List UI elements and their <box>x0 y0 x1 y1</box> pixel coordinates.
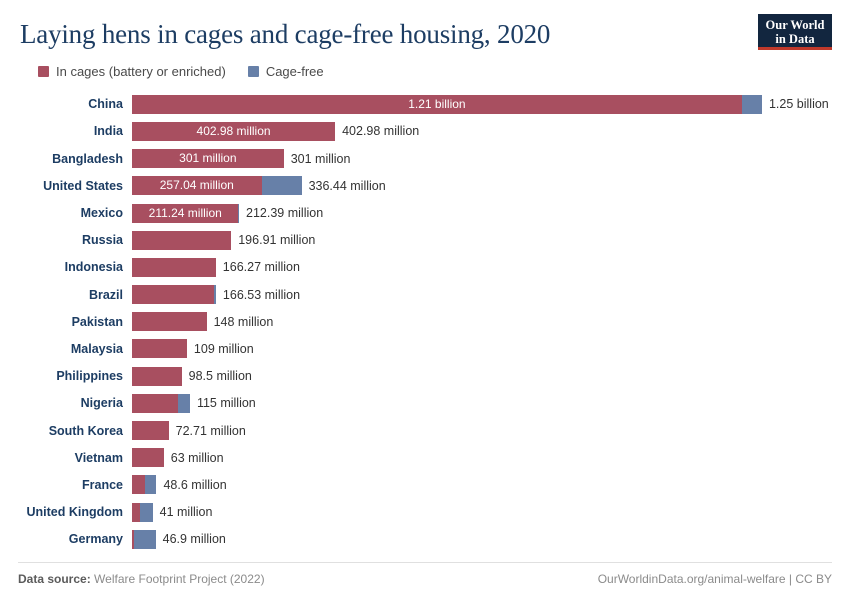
data-source-label: Data source: <box>18 572 91 586</box>
bar-segment-cagefree[interactable] <box>178 394 190 413</box>
stacked-bar[interactable] <box>132 122 335 141</box>
bar-area <box>132 308 832 335</box>
bar-segment-caged[interactable] <box>132 394 178 413</box>
country-label: France <box>82 477 123 492</box>
bar-area <box>132 335 832 362</box>
legend-label-cagefree: Cage-free <box>265 63 324 79</box>
stacked-bar[interactable] <box>132 312 207 331</box>
bar-segment-caged[interactable] <box>132 312 207 331</box>
country-label: Malaysia <box>70 341 123 356</box>
bar-area <box>132 145 832 172</box>
bar-inner-value: 257.04 million <box>159 178 234 193</box>
stacked-bar[interactable] <box>132 339 187 358</box>
bar-total-value: 1.25 billion <box>768 97 829 112</box>
stacked-bar[interactable] <box>132 285 216 304</box>
bar-area <box>132 444 832 471</box>
bar-segment-caged[interactable] <box>132 448 164 467</box>
bar-total-value: 166.53 million <box>222 287 301 302</box>
chart-footer <box>18 562 832 586</box>
legend-swatch-cagefree <box>248 66 259 77</box>
bar-total-value: 46.9 million <box>162 532 226 547</box>
stacked-bar[interactable] <box>132 231 231 250</box>
country-label: Philippines <box>56 369 123 384</box>
bar-area <box>132 118 832 145</box>
stacked-bar[interactable] <box>132 149 284 168</box>
stacked-bar[interactable] <box>132 530 156 549</box>
bar-total-value: 63 million <box>170 450 224 465</box>
stacked-bar[interactable] <box>132 448 164 467</box>
bar-segment-caged[interactable] <box>132 367 182 386</box>
bar-segment-caged[interactable] <box>132 204 238 223</box>
chart-row <box>18 499 832 526</box>
bar-segment-caged[interactable] <box>132 258 216 277</box>
legend-label-caged: In cages (battery or enriched) <box>56 63 226 79</box>
bar-total-value: 115 million <box>196 396 256 411</box>
bar-segment-cagefree[interactable] <box>140 503 153 522</box>
bar-inner-value: 211.24 million <box>148 205 222 220</box>
our-world-in-data-logo[interactable] <box>758 14 832 50</box>
bar-total-value: 336.44 million <box>308 178 386 193</box>
chart-row <box>18 417 832 444</box>
bar-total-value: 109 million <box>193 341 254 356</box>
bar-segment-cagefree[interactable] <box>742 95 762 114</box>
country-label: Pakistan <box>71 314 123 329</box>
chart-row <box>18 363 832 390</box>
chart-row <box>18 172 832 199</box>
bar-segment-caged[interactable] <box>132 339 187 358</box>
bar-segment-cagefree[interactable] <box>262 176 302 195</box>
logo-line-1: Our World <box>765 18 825 32</box>
logo-line-2: in Data <box>775 32 815 46</box>
bar-area <box>132 526 832 553</box>
chart-row <box>18 254 832 281</box>
stacked-bar[interactable] <box>132 475 156 494</box>
country-label: China <box>88 97 123 112</box>
bar-area <box>132 417 832 444</box>
bar-area <box>132 499 832 526</box>
bar-area <box>132 91 832 118</box>
chart-row <box>18 91 832 118</box>
bar-total-value: 98.5 million <box>188 369 252 384</box>
chart-row <box>18 526 832 553</box>
chart-row <box>18 308 832 335</box>
bar-total-value: 41 million <box>159 505 213 520</box>
country-label: Mexico <box>80 206 123 221</box>
country-label: Indonesia <box>64 260 123 275</box>
chart-row <box>18 471 832 498</box>
bar-chart <box>18 91 832 547</box>
bar-area <box>132 281 832 308</box>
bar-segment-caged[interactable] <box>132 285 214 304</box>
bar-segment-caged[interactable] <box>132 475 145 494</box>
bar-segment-cagefree[interactable] <box>145 475 156 494</box>
bar-area <box>132 199 832 226</box>
bar-area <box>132 227 832 254</box>
bar-area <box>132 471 832 498</box>
legend-item-caged[interactable] <box>38 64 226 79</box>
country-label: South Korea <box>48 423 123 438</box>
bar-segment-caged[interactable] <box>132 149 284 168</box>
country-label: United States <box>43 178 123 193</box>
bar-segment-cagefree[interactable] <box>238 204 239 223</box>
chart-row <box>18 390 832 417</box>
stacked-bar[interactable] <box>132 258 216 277</box>
bar-total-value: 402.98 million <box>342 124 420 139</box>
bar-total-value: 166.27 million <box>222 260 300 275</box>
chart-legend <box>38 64 832 79</box>
bar-inner-value: 301 million <box>179 151 237 166</box>
page-title: Laying hens in cages and cage-free housing, 2020 <box>20 19 551 49</box>
bar-segment-caged[interactable] <box>132 421 169 440</box>
bar-segment-caged[interactable] <box>132 176 262 195</box>
country-label: Vietnam <box>74 450 123 465</box>
bar-area <box>132 254 832 281</box>
bar-area <box>132 390 832 417</box>
country-label: Russia <box>82 233 123 248</box>
country-label: Nigeria <box>80 396 123 411</box>
bar-total-value: 48.6 million <box>163 477 227 492</box>
chart-row <box>18 281 832 308</box>
country-label: United Kingdom <box>26 505 123 520</box>
bar-segment-cagefree[interactable] <box>134 530 155 549</box>
country-label: Bangladesh <box>52 151 123 166</box>
stacked-bar[interactable] <box>132 95 762 114</box>
legend-swatch-caged <box>38 66 49 77</box>
bar-segment-caged[interactable] <box>132 122 335 141</box>
legend-item-cagefree[interactable] <box>248 64 324 79</box>
chart-row <box>18 227 832 254</box>
country-label: Brazil <box>88 287 123 302</box>
country-label: Germany <box>68 532 123 547</box>
data-source <box>18 572 265 586</box>
bar-total-value: 196.91 million <box>238 233 316 248</box>
chart-row <box>18 145 832 172</box>
chart-row <box>18 444 832 471</box>
bar-area <box>132 172 832 199</box>
bar-total-value: 301 million <box>290 151 351 166</box>
footer-credit[interactable]: OurWorldinData.org/animal-welfare | CC BY <box>597 572 832 586</box>
bar-inner-value: 402.98 million <box>196 123 271 138</box>
bar-inner-value: 1.21 billion <box>408 96 466 111</box>
stacked-bar[interactable] <box>132 367 182 386</box>
bar-total-value: 212.39 million <box>246 206 324 221</box>
bar-total-value: 72.71 million <box>175 423 246 438</box>
bar-segment-caged[interactable] <box>132 231 231 250</box>
stacked-bar[interactable] <box>132 204 239 223</box>
stacked-bar[interactable] <box>132 176 302 195</box>
chart-row <box>18 118 832 145</box>
bar-total-value: 148 million <box>213 314 274 329</box>
chart-row <box>18 335 832 362</box>
data-source-value: Welfare Footprint Project (2022) <box>94 572 265 586</box>
stacked-bar[interactable] <box>132 394 190 413</box>
bar-area <box>132 363 832 390</box>
bar-segment-caged[interactable] <box>132 503 140 522</box>
country-label: India <box>93 124 123 139</box>
stacked-bar[interactable] <box>132 503 153 522</box>
chart-row <box>18 199 832 226</box>
stacked-bar[interactable] <box>132 421 169 440</box>
bar-segment-caged[interactable] <box>132 95 742 114</box>
bar-segment-cagefree[interactable] <box>214 285 216 304</box>
